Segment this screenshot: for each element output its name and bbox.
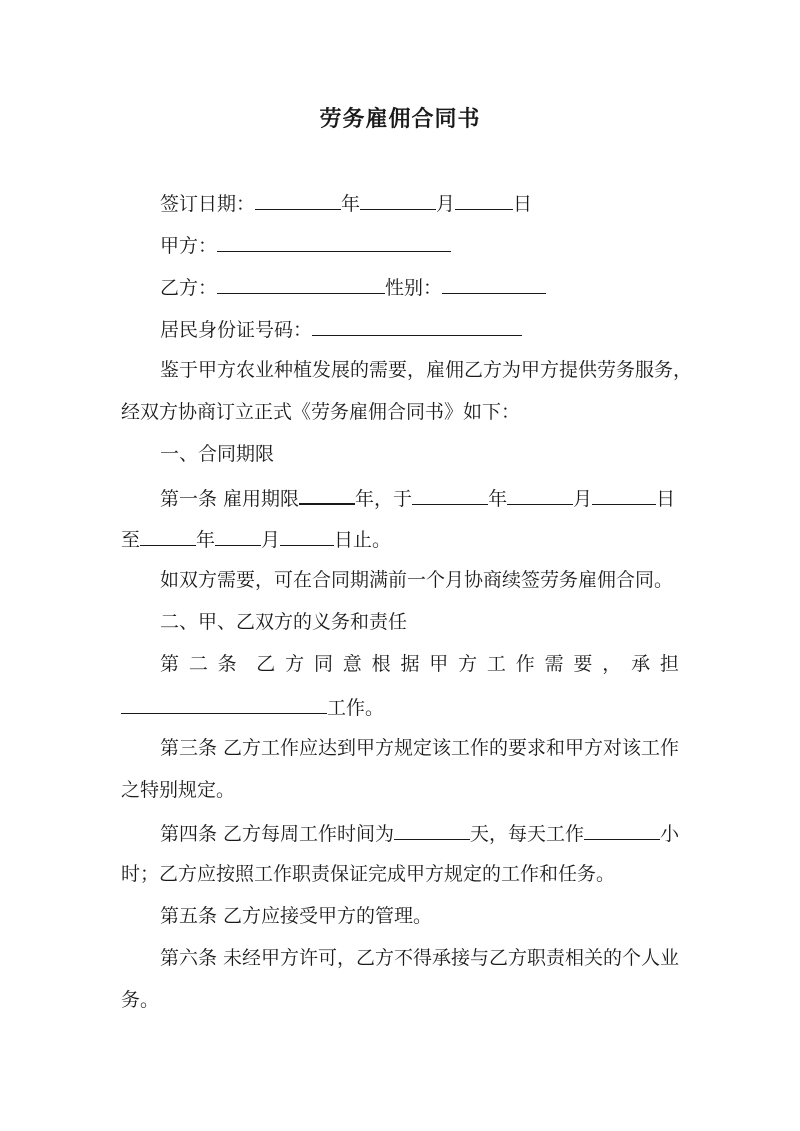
sign-year-blank[interactable] [255,189,341,210]
article-6-line-1: 第六条 未经甲方许可，乙方不得承接与乙方职责相关的个人业 [160,947,680,969]
article-2-char: 乙 [256,653,276,675]
intro-line-2: 经双方协商订立正式《劳务雇佣合同书》如下： [121,401,521,423]
article-4-hours-text: 小 [660,823,680,845]
article-2-char: 第 [160,653,180,675]
article-1-year2-text: 年 [488,488,508,510]
article-1-line-2 [121,525,391,553]
hours-per-day-blank[interactable] [584,819,660,840]
article-1-to-text: 至 [121,529,141,551]
article-2-char: 同 [313,653,333,675]
article-2-line-2 [121,693,384,721]
end-year-blank[interactable] [140,525,196,546]
job-blank[interactable] [121,693,327,714]
article-5-text: 第五条 乙方应接受甲方的管理。 [160,905,433,927]
article-1-end-year-text: 年 [196,529,216,551]
party-b-label: 乙方： [160,277,218,299]
article-2-char: 需 [544,653,564,675]
section-2-heading: 二、甲、乙双方的义务和责任 [160,611,408,633]
id-number-line [160,315,522,343]
party-b-line [160,273,546,301]
article-4-line-1 [160,819,679,847]
start-year-blank[interactable] [412,484,488,505]
article-1-year-text: 年，于 [355,488,413,510]
sign-day-label: 日 [513,193,533,215]
sign-month-label: 月 [436,193,456,215]
article-6-line-2: 务。 [121,989,160,1011]
intro-line-1: 鉴于甲方农业种植发展的需要，雇佣乙方为甲方提供劳务服务， [160,359,693,381]
article-1-end-text: 日止。 [334,529,392,551]
article-2-char: 据 [400,653,420,675]
sign-day-blank[interactable] [455,189,513,210]
article-2-char: ， [602,653,622,675]
sign-month-blank[interactable] [360,189,436,210]
article-2-char: 根 [371,653,391,675]
article-1-prefix: 第一条 雇用期限 [160,488,300,510]
party-a-line [160,231,451,259]
article-1-end-month-text: 月 [261,529,281,551]
gender-blank[interactable] [442,273,546,294]
article-3-line-1: 第三条 乙方工作应达到甲方规定该工作的要求和甲方对该工作 [160,737,680,759]
article-2-end-text: 工作。 [327,697,385,719]
article-2-char: 甲 [429,653,449,675]
days-per-week-blank[interactable] [394,819,470,840]
article-4-prefix: 第四条 乙方每周工作时间为 [160,823,395,845]
article-4-days-text: 天，每天工作 [470,823,585,845]
article-1-month-text: 月 [573,488,593,510]
end-day-blank[interactable] [280,525,334,546]
article-2-char: 方 [458,653,478,675]
article-2-char: 二 [188,653,208,675]
article-4-line-2: 时；乙方应按照工作职责保证完成甲方规定的工作和任务。 [121,863,616,885]
article-2-line-1 [160,651,679,677]
article-2-char: 担 [659,653,679,675]
article-1-line-1 [160,483,675,512]
article-2-char: 工 [486,653,506,675]
article-2-char: 方 [285,653,305,675]
sign-year-label: 年 [341,193,361,215]
article-1-day-text: 日 [656,488,676,510]
article-2-char: 意 [342,653,362,675]
article-2-char: 承 [631,653,651,675]
article-2-char: 条 [217,653,237,675]
party-a-blank[interactable] [217,231,451,252]
section-1-heading: 一、合同期限 [160,443,275,465]
sign-date-line [160,189,532,217]
article-2-char: 作 [515,653,535,675]
start-month-blank[interactable] [507,484,573,505]
start-day-blank[interactable] [592,484,656,505]
id-number-blank[interactable] [312,315,522,336]
sign-date-label: 签订日期： [160,193,256,215]
gender-label: 性别： [385,277,443,299]
renewal-text: 如双方需要，可在合同期满前一个月协商续签劳务雇佣合同。 [160,569,674,591]
party-a-label: 甲方： [160,235,218,257]
id-number-label: 居民身份证号码： [160,319,313,341]
term-years-blank[interactable] [299,483,355,505]
party-b-blank[interactable] [217,273,385,294]
article-2-char: 要 [573,653,593,675]
end-month-blank[interactable] [215,525,261,546]
article-3-line-2: 之特别规定。 [121,779,236,801]
page-title: 劳务雇佣合同书 [319,106,481,132]
